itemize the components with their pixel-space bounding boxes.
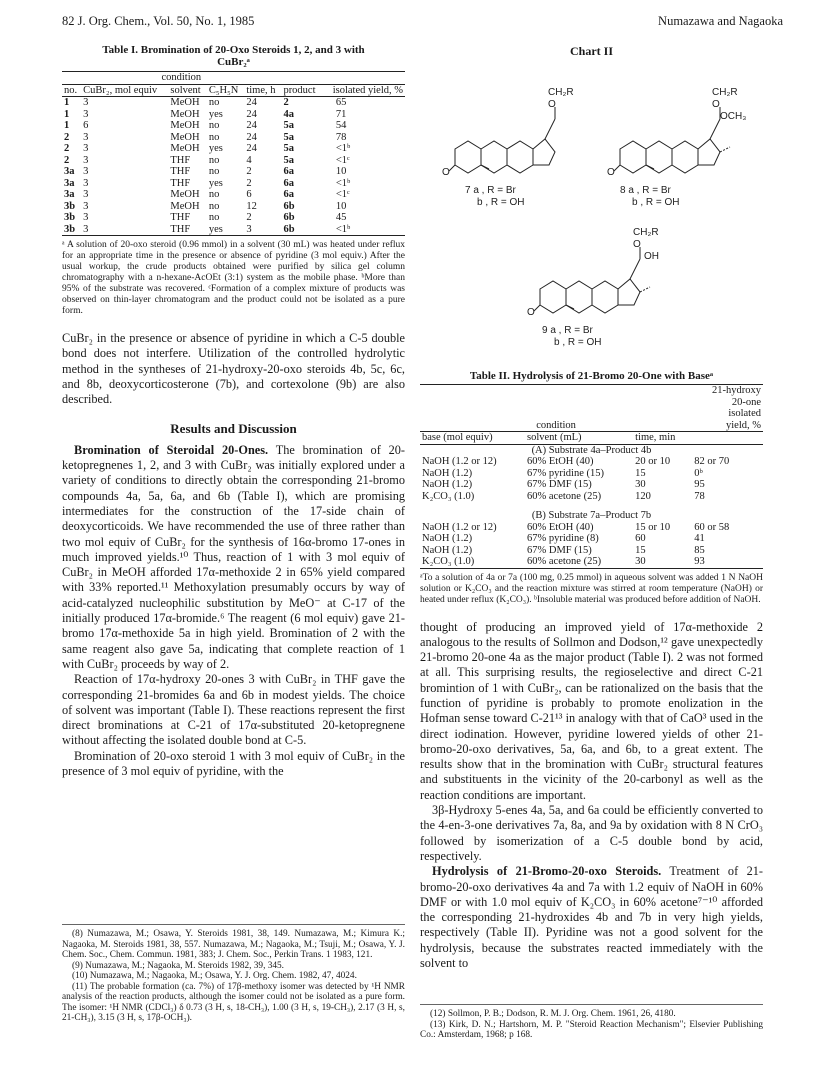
table2-col-time: time, min (633, 432, 692, 445)
table-cell: 120 (635, 490, 651, 502)
s9-oh: OH (644, 251, 659, 262)
table-cell: no (208, 200, 220, 212)
table-cell: 85 (694, 544, 705, 556)
paragraph: CuBr₂ in the presence or absence of pyridine in which a C-5 double bond does not interfere. Utilization of the controlled hydrolytic method in the syntheses of 21-hydroxy-20-oxo steroids 4b, 5c, 6c, and 8b, deoxycorticosterone (7b), and cortexolone (9b) are also described. (62, 331, 405, 407)
paragraph: thought of producing an improved yield of 17α-methoxide 2 analogous to the results of Sollmon and Dodson,¹² gave unexpectedly 21-bromo 20-one 4a as the major product (Table I). 2 was not formed at all. This surprising results, the regioselective and direct C-21 bromintion of 1 with CuBr₂, can be rationalized on the basis that the function of pyridine is probably to promote enolization in the Hofman sense toward C-21¹³ in analogy with that of CaO³ used in the direct iodination. However, pyridine lowered yields of other 21-bromo-20-oxo derivatives, 5a, 6a, and 6b, to a great extent. The results show that in the bromination with CuBr₂ structural features and substituents in the vicinity of the 20-carbonyl as well as the reaction conditions are important. (420, 619, 763, 802)
table1 (62, 71, 405, 236)
table-cell: <1ᶜ (335, 189, 350, 200)
structure-9 (534, 247, 650, 313)
table-cell: 15 (635, 544, 646, 556)
table-cell: 6b (283, 223, 295, 235)
s8-och3: OCH₃ (720, 111, 747, 122)
table-cell: 2 (246, 166, 252, 177)
table2-group-a: (A) Substrate 4a–Product 4b (531, 444, 652, 456)
table-cell: 60 (635, 533, 646, 544)
paragraph: 3β-Hydroxy 5-enes 4a, 5a, and 6a could be efficiently converted to the 4-en-3-one derivatives 7a, 8a, and 9a by oxidation with 8 N CrO₃ followed by isomerization of a C-5 double bond by acid, respectively. (420, 803, 763, 863)
table-cell: NaOH (1.2) (422, 467, 473, 479)
s7-label-a: 7 a , R = Br (465, 185, 516, 196)
table-cell: 67% DMF (15) (527, 479, 592, 490)
table-cell: 15 or 10 (635, 521, 671, 533)
table-cell: 6a (283, 177, 294, 189)
table-cell: 95 (694, 479, 705, 490)
table-cell: 54 (335, 120, 347, 131)
table-cell: 2 (246, 212, 252, 223)
chart-ii (420, 44, 763, 384)
reference: (13) Kirk, D. N.; Hartshorn, M. P. "Steroid Reaction Mechanism"; Elsevier Publishing Co.: Amsterdam, 1968; p 168. (420, 1019, 763, 1040)
table-cell: yes (208, 143, 223, 154)
table-cell: 0ᵇ (694, 467, 703, 479)
table-cell: 82 or 70 (694, 456, 730, 467)
table-cell: 24 (246, 120, 257, 131)
table-cell: no (208, 212, 220, 223)
table1-col-header: isolated yield, % (332, 84, 403, 96)
table-row (62, 166, 405, 178)
table-cell: 93 (694, 556, 705, 567)
table-cell: 3 (83, 212, 89, 223)
table-cell: <1ᶜ (335, 154, 350, 166)
table-cell: MeOH (170, 143, 200, 154)
table-cell: 24 (246, 131, 257, 143)
journal-citation: 82 J. Org. Chem., Vol. 50, No. 1, 1985 (62, 14, 255, 28)
s9-o: O (633, 239, 641, 250)
table-cell: 60% acetone (25) (527, 490, 602, 502)
table1-col-header: time, h (246, 84, 276, 96)
table-row (420, 556, 763, 568)
table2-caption: Table II. Hydrolysis of 21-Bromo 20-One with Baseᵃ (469, 370, 714, 382)
table-cell: 2 (246, 177, 252, 189)
paragraph: Hydrolysis of 21-Bromo-20-oxo Steroids. Treatment of 21-bromo-20-oxo derivatives 4a and 7a with 1.2 equiv of NaOH in 60% DMF or with 1.0 mol equiv of K₂CO₃ in 60% acetone⁷⁻¹⁰ afforded the corresponding 21-hydroxides 4b and 7b in very high yields, respectively (Table II). Pyridine was not a good solvent for the hydrolysis, because the substrates reacted immediately with the solvent to (420, 864, 763, 971)
table-cell: 24 (246, 108, 257, 120)
table-cell: yes (208, 177, 223, 189)
table-cell: NaOH (1.2) (422, 533, 473, 544)
s7-label-b: b , R = OH (477, 197, 525, 208)
table1-footnote: ᵃ A solution of 20-oxo steroid (0.96 mmol) in a solvent (30 mL) was heated under reflux for an appropriate time in the presence or absence of pyridine (3 mol equiv.) After the usual workup, the crude products obtained were purified by silica gel column chromatography with a n-hexane-AcOEt (3:1) system as the mobile phase. ᵇMore than 95% of the substrate was recovered. ᶜFormation of a complex mixture of products was observed on thin-layer chromatogram and the product could not be isolated as a pure form. (62, 240, 405, 316)
s7-o: O (548, 99, 556, 110)
table-row (62, 143, 405, 155)
table2-col-base: base (mol equiv) (420, 432, 525, 445)
table-cell: yes (208, 223, 223, 235)
table-cell: 3a (64, 166, 75, 177)
table-cell: 3a (64, 189, 75, 200)
table-cell: 2 (283, 97, 289, 108)
table-row (420, 533, 763, 545)
table1-group-header: condition (81, 72, 281, 85)
table-cell: no (208, 97, 220, 108)
table-row (420, 456, 763, 468)
table-cell: yes (208, 108, 223, 120)
table-cell: 3b (64, 223, 76, 235)
table-cell: 3 (246, 223, 252, 235)
s9-ring-o: O (527, 307, 535, 318)
table-cell: 3 (83, 177, 89, 189)
table-cell: <1ᵇ (335, 143, 351, 154)
table-cell: 30 (635, 556, 646, 567)
table-cell: 1 (64, 108, 70, 120)
table-row (62, 178, 405, 190)
table-cell: 3a (64, 177, 75, 189)
table-row (62, 120, 405, 132)
paragraph: Reaction of 17α-hydroxy 20-ones 3 with CuBr₂ in THF gave the corresponding 21-bromides 6a and 6b in modest yields. The choice of solvent was important (Table I). These reactions represent the first direct brominations at C-21 of 17α-substituted 20-ketopregnene without affecting the isolated double bond at C-5. (62, 672, 405, 748)
table1-col-header: product (283, 84, 316, 96)
table1-col-header: solvent (170, 84, 201, 96)
s7-ring-o: O (442, 167, 450, 178)
table-cell: 71 (335, 108, 347, 120)
right-column (420, 44, 763, 1040)
table-cell: 3 (83, 143, 89, 154)
table-cell: 65 (335, 97, 347, 108)
table-cell: MeOH (170, 189, 200, 200)
table-cell: 41 (694, 533, 705, 544)
left-references (62, 924, 405, 1024)
left-body (62, 331, 405, 779)
reference: (8) Numazawa, M.; Osawa, Y. Steroids 1981, 38, 149. Numazawa, M.; Kimura K.; Nagaoka, M. Steroids 1981, 38, 557. Numazawa, M.; Nagaoka, M.; Tsuji, M.; Osawa, Y. J. Chem. Soc., Chem. Commun. 1981, 383; J. Chem. Soc., Perkin Trans. 1 1983, 121. (62, 929, 405, 960)
table-cell: 3 (83, 154, 89, 166)
table-cell: K₂CO₃ (1.0) (422, 556, 475, 567)
table-row (62, 132, 405, 144)
table-row (62, 155, 405, 167)
table-cell: 6 (246, 189, 252, 200)
table-cell: no (208, 189, 220, 200)
s8-label-a: 8 a , R = Br (620, 185, 671, 196)
table-cell: 3 (83, 189, 89, 200)
table-cell: no (208, 120, 220, 131)
table-cell: NaOH (1.2) (422, 479, 473, 490)
paragraph-lead: Hydrolysis of 21-Bromo-20-oxo Steroids. (432, 864, 662, 879)
table-cell: 60% EtOH (40) (527, 521, 594, 533)
table-cell: 3 (83, 131, 89, 143)
paragraph-lead: Bromination of Steroidal 20-Ones. (74, 442, 269, 457)
right-references (420, 1004, 763, 1041)
table-row (62, 224, 405, 236)
reference: (11) The probable formation (ca. 7%) of 17β-methoxy isomer was detected by ¹H NMR analysis of the reaction products, although the isomer could not be isolated as a pure form. The isomer: ¹H NMR (CDCl₃) δ 0.73 (3 H, s, 18-CH₃), 1.00 (3 H, s, 19-CH₃), 2.17 (3 H, s, 21-CH₃), 3.15 (3 H, s, 17β-OCH₃). (62, 981, 405, 1023)
s8-label-b: b , R = OH (632, 197, 680, 208)
table-cell: 60 or 58 (694, 521, 730, 533)
table-row (420, 468, 763, 480)
table-cell: MeOH (170, 131, 200, 143)
table1-col-header: no. (64, 84, 78, 96)
table-cell: 2 (64, 143, 70, 154)
right-body (420, 620, 763, 972)
table-cell: 1 (64, 97, 70, 108)
table2-col-solvent: solvent (mL) (525, 432, 633, 445)
table-cell: 5a (283, 131, 294, 143)
table-cell: THF (170, 154, 191, 166)
table-cell: 6b (283, 212, 295, 223)
table-cell: 3 (83, 223, 89, 235)
table-cell: 15 (635, 467, 646, 479)
table-cell: 2 (64, 154, 70, 166)
table-cell: 3b (64, 200, 76, 212)
table-cell: 4a (283, 108, 294, 120)
paragraph: Bromination of 20-oxo steroid 1 with 3 mol equiv of CuBr₂ in the presence of 3 mol equiv of pyridine, with the (62, 748, 405, 779)
table-cell: 67% DMF (15) (527, 544, 592, 556)
table-cell: 5a (283, 143, 294, 154)
table2: condition 21-hydroxy 20-one isolated yield, % base (mol equiv) solvent (mL) time, min (A) Substrate 4a–Product 4b NaOH (1.2 or 12) 60% EtOH (40) 20 or 10 82 or 70 NaOH (1.2) 67% pyridine (15) 15 0ᵇ NaOH (1.2) 67% DMF (15) 30 95 K₂CO₃ (1.0) 60% acetone (25) 120 78 (B) Substrate 7a–Product 7b NaOH (1.2 or 12) 60% EtOH (40) 15 or 10 60 or 58 NaOH (1.2) 67% pyridine (8) 60 41 NaOH (1.2) 67% DMF (15) 15 85 K₂CO₃ (1.0) 60% acetone (25) 30 93 (422, 385, 761, 567)
table-cell: 67% pyridine (15) (527, 467, 604, 479)
table-cell: NaOH (1.2 or 12) (422, 521, 497, 533)
table-cell: MeOH (170, 200, 200, 212)
section-title: Results and Discussion (170, 421, 297, 437)
steroid-structures (420, 59, 763, 379)
table-cell: NaOH (1.2) (422, 544, 473, 556)
table-cell: 3 (83, 97, 89, 108)
table-cell: THF (170, 223, 191, 235)
structure-7 (449, 107, 555, 173)
table-cell: 60% EtOH (40) (527, 456, 594, 467)
left-column (62, 44, 405, 1023)
table-cell: 6a (283, 189, 294, 200)
s8-ch2r: CH₂R (712, 87, 738, 98)
s8-ring-o: O (607, 167, 615, 178)
table-cell: 12 (246, 200, 257, 212)
table2-group-header: condition (536, 419, 576, 431)
table-cell: 3 (83, 200, 89, 212)
table-cell: 24 (246, 143, 257, 154)
table-cell: THF (170, 166, 191, 177)
table-cell: no (208, 131, 220, 143)
table-cell: MeOH (170, 97, 200, 108)
table-cell: 10 (335, 200, 347, 212)
table-cell: 78 (694, 490, 705, 502)
table-row (420, 491, 763, 503)
page-header (62, 14, 783, 32)
table-cell: 78 (335, 131, 347, 143)
reference: (9) Numazawa, M.; Nagaoka, M. Steroids 1982, 39, 345. (72, 960, 284, 971)
table-cell: 6a (283, 166, 294, 177)
s9-label-b: b , R = OH (554, 337, 602, 348)
table-cell: MeOH (170, 120, 200, 131)
table1-col-header: C₅H₅N (208, 84, 239, 96)
table-cell: 5a (283, 120, 294, 131)
table-cell: <1ᵇ (335, 177, 351, 189)
table-cell: NaOH (1.2 or 12) (422, 456, 497, 467)
table-cell: 4 (246, 154, 252, 166)
table-cell: 5a (283, 154, 294, 166)
table2-group-b: (B) Substrate 7a–Product 7b (531, 510, 652, 521)
table-cell: 6 (83, 120, 89, 131)
table-row (62, 109, 405, 121)
table-row (62, 212, 405, 224)
table-cell: 45 (335, 212, 347, 223)
table-cell: 24 (246, 97, 257, 108)
table-cell: THF (170, 212, 191, 223)
table-cell: K₂CO₃ (1.0) (422, 490, 475, 502)
table-cell: 30 (635, 479, 646, 490)
table-cell: MeOH (170, 108, 200, 120)
table-row (420, 545, 763, 557)
table-cell: THF (170, 177, 191, 189)
table2-footnote: ᵃTo a solution of 4a or 7a (100 mg, 0.25 mmol) in aqueous solvent was added 1 N NaOH solution or K₂CO₃ and the reaction mixture was stirred at room temperature (NaOH) or heated under reflux (K₂CO₃). ᵇInsoluble material was produced before addition of NaOH. (420, 572, 763, 605)
table-cell: 20 or 10 (635, 456, 671, 467)
table-cell: <1ᵇ (335, 223, 351, 235)
reference: (10) Numazawa, M.; Nagaoka, M.; Osawa, Y. J. Org. Chem. 1982, 47, 4024. (72, 971, 357, 981)
running-authors: Numazawa and Nagaoka (658, 14, 783, 28)
chart-title: Chart II (569, 44, 613, 58)
table-cell: 3 (83, 166, 89, 177)
table-row (420, 479, 763, 491)
table-row (62, 97, 405, 109)
s7-ch2r: CH₂R (548, 87, 574, 98)
table-cell: 67% pyridine (8) (527, 533, 599, 544)
s8-o: O (712, 99, 720, 110)
paragraph: Bromination of Steroidal 20-Ones. The bromination of 20-ketopregnenes 1, 2, and 3 with CuBr₂ was initially explored under a variety of conditions to directly obtain the corresponding 21-bromo compounds 4a, 5a, 6a, and 6b (Table I), which are promising intermediates for the construction of the 17-side chain of deoxycorticoids. We have recommended the use of three rather than two mol equiv of CuBr₂ for the synthesis of 16α-bromo 17-ones in much improved yields.¹⁰ Thus, reaction of 1 with 3 mol equiv of CuBr₂ in MeOH afforded 17α-methoxide 2 in 65% yield compared with 33% reported.¹¹ Methoxylation presumably occurs by way of acid-catalyzed nucleophilic substitution by MeO⁻ at C-17 of the initially produced 17α-bromide.⁶ The reagent (6 mol equiv) gave 21-bromo 17α-methoxide 5a in high yield. Bromination of 2 with the same reagent also gave 5a, indicating that complete reaction of 1 with CuBr₂ proceeds by way of 2. (62, 442, 405, 671)
table-row (62, 189, 405, 201)
structure-8 (614, 107, 730, 173)
s9-label-a: 9 a , R = Br (542, 325, 593, 336)
table-cell: 6b (283, 200, 295, 212)
table1-caption: Table I. Bromination of 20-Oxo Steroids 1, 2, and 3 with CuBr₂ᵃ (102, 44, 365, 68)
s9-ch2r: CH₂R (633, 227, 659, 238)
table-cell: no (208, 154, 220, 166)
reference: (12) Sollmon, P. B.; Dodson, R. M. J. Org. Chem. 1961, 26, 4180. (430, 1009, 676, 1019)
table-cell: 3 (83, 108, 89, 120)
table-cell: 10 (335, 166, 347, 177)
table-row (420, 522, 763, 534)
table-row (62, 201, 405, 213)
table1-col-header: CuBr₂, mol equiv (83, 84, 158, 96)
table-cell: 3b (64, 212, 76, 223)
table-cell: 1 (64, 120, 70, 131)
table-cell: 2 (64, 131, 70, 143)
table-cell: no (208, 166, 220, 177)
table-cell: 60% acetone (25) (527, 556, 602, 567)
